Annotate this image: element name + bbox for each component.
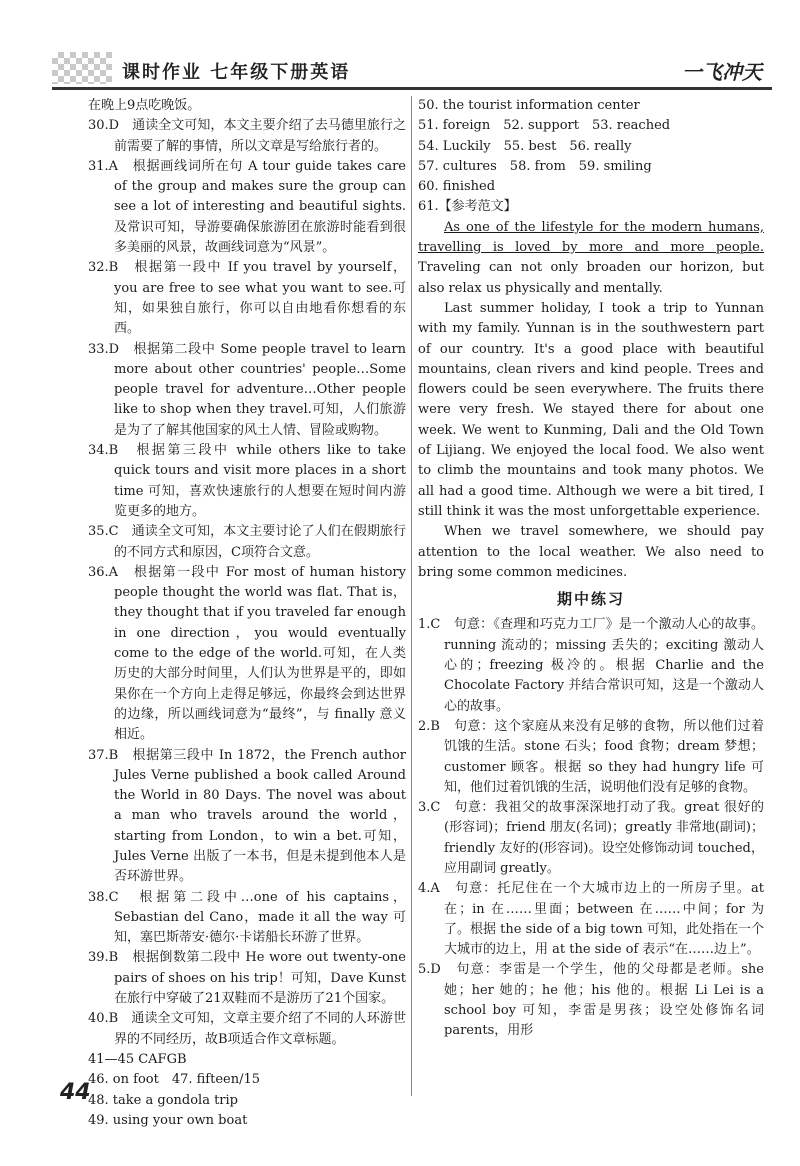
- answer-item: 在晚上9点吃晚饭。: [88, 98, 201, 113]
- essay-paragraph: Last summer holiday, I took a trip to Yunnan with my family. Yunnan is in the southwestern part of our country. It's a good place with beautiful mountains, clean rivers and kind people. Trees and flowers could be seen everywhere. The fruits there were very fresh. We stayed there for about one week. We went to Kunming, Dali and the Old Town of Lijiang. We enjoyed the local food. We also went to climb the mountains and took many photos. We all had a good time. Although we were a bit tired, I still think it was the most unforgettable experience.: [418, 300, 764, 519]
- answer-item: 51. foreign 52. support 53. reached: [418, 118, 671, 134]
- answer-item: 4.A 句意：托尼住在一个大城市边上的一所房子里。at 在；in 在……里面；between 在……中间；for 为了。根据 the side of a big town 可知，此处指在一个大城市的边上，用 at the side of 表示“在……边上”。: [418, 881, 764, 958]
- answer-item: 57. cultures 58. from 59. smiling: [418, 158, 652, 174]
- answer-item: 54. Luckily 55. best 56. really: [418, 138, 632, 154]
- checker-pattern-decoration: [52, 52, 112, 84]
- column-divider: [411, 96, 412, 1096]
- page-header: [52, 48, 772, 90]
- book-title: 课时作业 七年级下册英语: [122, 62, 351, 83]
- answer-item: 39.B 根据倒数第二段中 He wore out twenty-one pairs of shoes on his trip！可知，Dave Kunst 在旅行中穿破了21双鞋而不是游历了21个国家。: [88, 950, 406, 1007]
- answer-item: 37.B 根据第三段中 In 1872，the French author Jules Verne published a book called Around the World in 80 Days. The novel was about a man who travels around the world，starting from London，to win a bet.可知，Jules Verne 出版了一本书，但是未提到他本人是否环游世界。: [88, 747, 406, 885]
- header-rule: [52, 87, 772, 90]
- essay-sentence: Traveling can not only broaden our horizon, but also relax us physically and mentally.: [418, 260, 764, 296]
- answer-item: 48. take a gondola trip: [88, 1092, 238, 1108]
- answer-item: 41—45 CAFGB: [88, 1051, 187, 1067]
- answer-item: 49. using your own boat: [88, 1112, 248, 1128]
- section-title: 期中练习: [556, 590, 625, 609]
- right-column: [418, 96, 764, 1042]
- answer-item: 40.B 通读全文可知，文章主要介绍了不同的人环游世界的不同经历，故B项适合作文章标题。: [88, 1011, 406, 1047]
- answer-item: 36.A 根据第一段中 For most of human history people thought the world was flat. That is，they thought that if you traveled far enough in one direction，you would eventually come to the edge of the world.可知，在人类历史的大部分时间里，人们认为世界是平的，即如果你在一个方向上走得足够远，你最终会到达世界的边缘，所以画线词意为“最终”，与 finally 意义相近。: [88, 564, 406, 743]
- left-column: [88, 96, 406, 1131]
- answer-item: 1.C 句意：《查理和巧克力工厂》是一个激动人心的故事。running 流动的；missing 丢失的；exciting 激动人心的；freezing 极冷的。根据 Charlie and the Chocolate Factory 并结合常识可知，这是一个激动人心的故事。: [418, 617, 764, 714]
- answer-item: 2.B 句意：这个家庭从来没有足够的食物，所以他们过着饥饿的生活。stone 石头；food 食物；dream 梦想；customer 顾客。根据 so they had hungry life 可知，他们过着饥饿的生活，说明他们没有足够的食物。: [418, 718, 764, 795]
- answer-item: 38.C 根据第二段中…one of his captains，Sebastian del Cano，made it all the way 可知，塞巴斯蒂安·德尔·卡诺船长环游了世界。: [88, 889, 406, 946]
- page-number: 44: [60, 1080, 91, 1105]
- essay-paragraph: [418, 218, 764, 299]
- answer-item: 50. the tourist information center: [418, 98, 640, 113]
- answer-item: 35.C 通读全文可知，本文主要讨论了人们在假期旅行的不同方式和原因，C项符合文意。: [88, 524, 406, 560]
- essay-paragraph: When we travel somewhere, we should pay attention to the local weather. We also need to bring some common medicines.: [418, 524, 764, 580]
- answer-item: 31.A 根据画线词所在句 A tour guide takes care of the group and makes sure the group can see a lot of interesting and beautiful sights.及常识可知，导游要确保旅游团在旅游时能看到很多美丽的风景，故画线词意为“风景”。: [88, 158, 406, 256]
- answer-item: 34.B 根据第三段中 while others like to take quick tours and visit more places in a short time 可知，喜欢快速旅行的人想要在短时间内游览更多的地方。: [88, 443, 406, 519]
- answer-item: 60. finished: [418, 179, 496, 195]
- answer-item: 5.D 句意：李雷是一个学生，他的父母都是老师。she 她；her 她的；he 他；his 他的。根据 Li Lei is a school boy 可知，李雷是男孩；设空处修饰名词 parents，用形: [418, 962, 764, 1039]
- answer-item: 33.D 根据第二段中 Some people travel to learn more about other countries' people…Some people travel for adventure…Other people like to shop when they travel.可知，人们旅游是为了了解其他国家的风土人情、冒险或购物。: [88, 341, 406, 438]
- answer-item: 32.B 根据第一段中 If you travel by yourself，you are free to see what you want to see.可知，如果独自旅行，你可以自由地看你想看的东西。: [88, 260, 406, 337]
- essay-underlined-sentence: As one of the lifestyle for the modern humans, travelling is loved by more and more people.: [418, 219, 764, 256]
- brand-logo: 一飞冲天: [682, 60, 762, 84]
- answer-item: 61.【参考范文】: [418, 199, 517, 215]
- answer-item: 46. on foot 47. fifteen/15: [88, 1072, 261, 1088]
- answer-item: 30.D 通读全文可知，本文主要介绍了去马德里旅行之前需要了解的事情，所以文章是写给旅行者的。: [88, 118, 406, 154]
- answer-item: 3.C 句意：我祖父的故事深深地打动了我。great 很好的(形容词)；friend 朋友(名词)；greatly 非常地(副词)；friendly 友好的(形容词)。设空处修饰动词 touched，应用副词 greatly。: [418, 800, 764, 876]
